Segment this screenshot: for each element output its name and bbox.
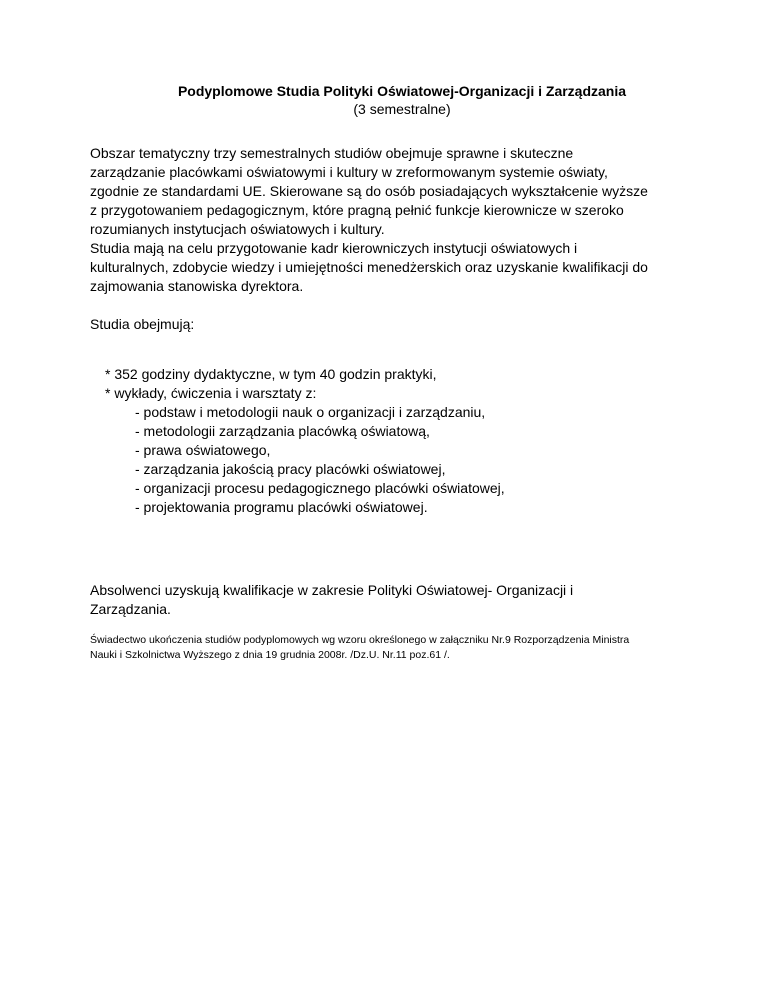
sub-bullet-item: - metodologii zarządzania placówką oświatową, bbox=[135, 423, 430, 439]
intro-line: kulturalnych, zdobycie wiedzy i umiejętności menedżerskich oraz uzyskanie kwalifikacji do bbox=[90, 259, 648, 275]
document-content bbox=[90, 82, 714, 663]
footnote bbox=[90, 633, 714, 663]
sub-bullet-item: - organizacji procesu pedagogicznego placówki oświatowej, bbox=[135, 480, 505, 496]
sub-bullet-item: - zarządzania jakością pracy placówki oświatowej, bbox=[135, 461, 446, 477]
document-subtitle: (3 semestralne) bbox=[353, 101, 451, 117]
bullet-item: * wykłady, ćwiczenia i warsztaty z: bbox=[105, 385, 317, 401]
intro-line: zarządzanie placówkami oświatowymi i kultury w zreformowanym systemie oświaty, bbox=[90, 164, 608, 180]
sub-bullet-item: - podstaw i metodologii nauk o organizacji i zarządzaniu, bbox=[135, 404, 486, 420]
intro-paragraph bbox=[90, 144, 714, 296]
intro-line: Obszar tematyczny trzy semestralnych studiów obejmuje sprawne i skuteczne bbox=[90, 145, 574, 161]
intro-line: zgodnie ze standardami UE. Skierowane są do osób posiadających wykształcenie wyższe bbox=[90, 183, 648, 199]
sub-bullet-list bbox=[90, 403, 714, 517]
qualification-paragraph bbox=[90, 581, 714, 619]
document-title: Podyplomowe Studia Polityki Oświatowej-Organizacji i Zarządzania bbox=[177, 83, 627, 99]
intro-line: rozumianych instytucjach oświatowych i kultury. bbox=[90, 221, 385, 237]
bullet-list bbox=[90, 365, 714, 403]
intro-line: Studia mają na celu przygotowanie kadr kierowniczych instytucji oświatowych i bbox=[90, 240, 578, 256]
intro-line: z przygotowaniem pedagogicznym, które pragną pełnić funkcje kierownicze w szeroko bbox=[90, 202, 624, 218]
bullet-item: * 352 godziny dydaktyczne, w tym 40 godzin praktyki, bbox=[105, 366, 437, 382]
sub-bullet-item: - prawa oświatowego, bbox=[135, 442, 271, 458]
sub-bullet-item: - projektowania programu placówki oświatowej. bbox=[135, 499, 428, 515]
qualification-line: Absolwenci uzyskują kwalifikacje w zakresie Polityki Oświatowej- Organizacji i bbox=[90, 582, 574, 598]
footnote-line: Świadectwo ukończenia studiów podyplomowych wg wzoru określonego w załączniku Nr.9 Rozporządzenia Ministra bbox=[90, 634, 630, 646]
intro-line: zajmowania stanowiska dyrektora. bbox=[90, 278, 304, 294]
section-label: Studia obejmują: bbox=[90, 316, 195, 332]
footnote-line: Nauki i Szkolnictwa Wyższego z dnia 19 grudnia 2008r. /Dz.U. Nr.11 poz.61 /. bbox=[90, 649, 450, 661]
qualification-line: Zarządzania. bbox=[90, 601, 171, 617]
